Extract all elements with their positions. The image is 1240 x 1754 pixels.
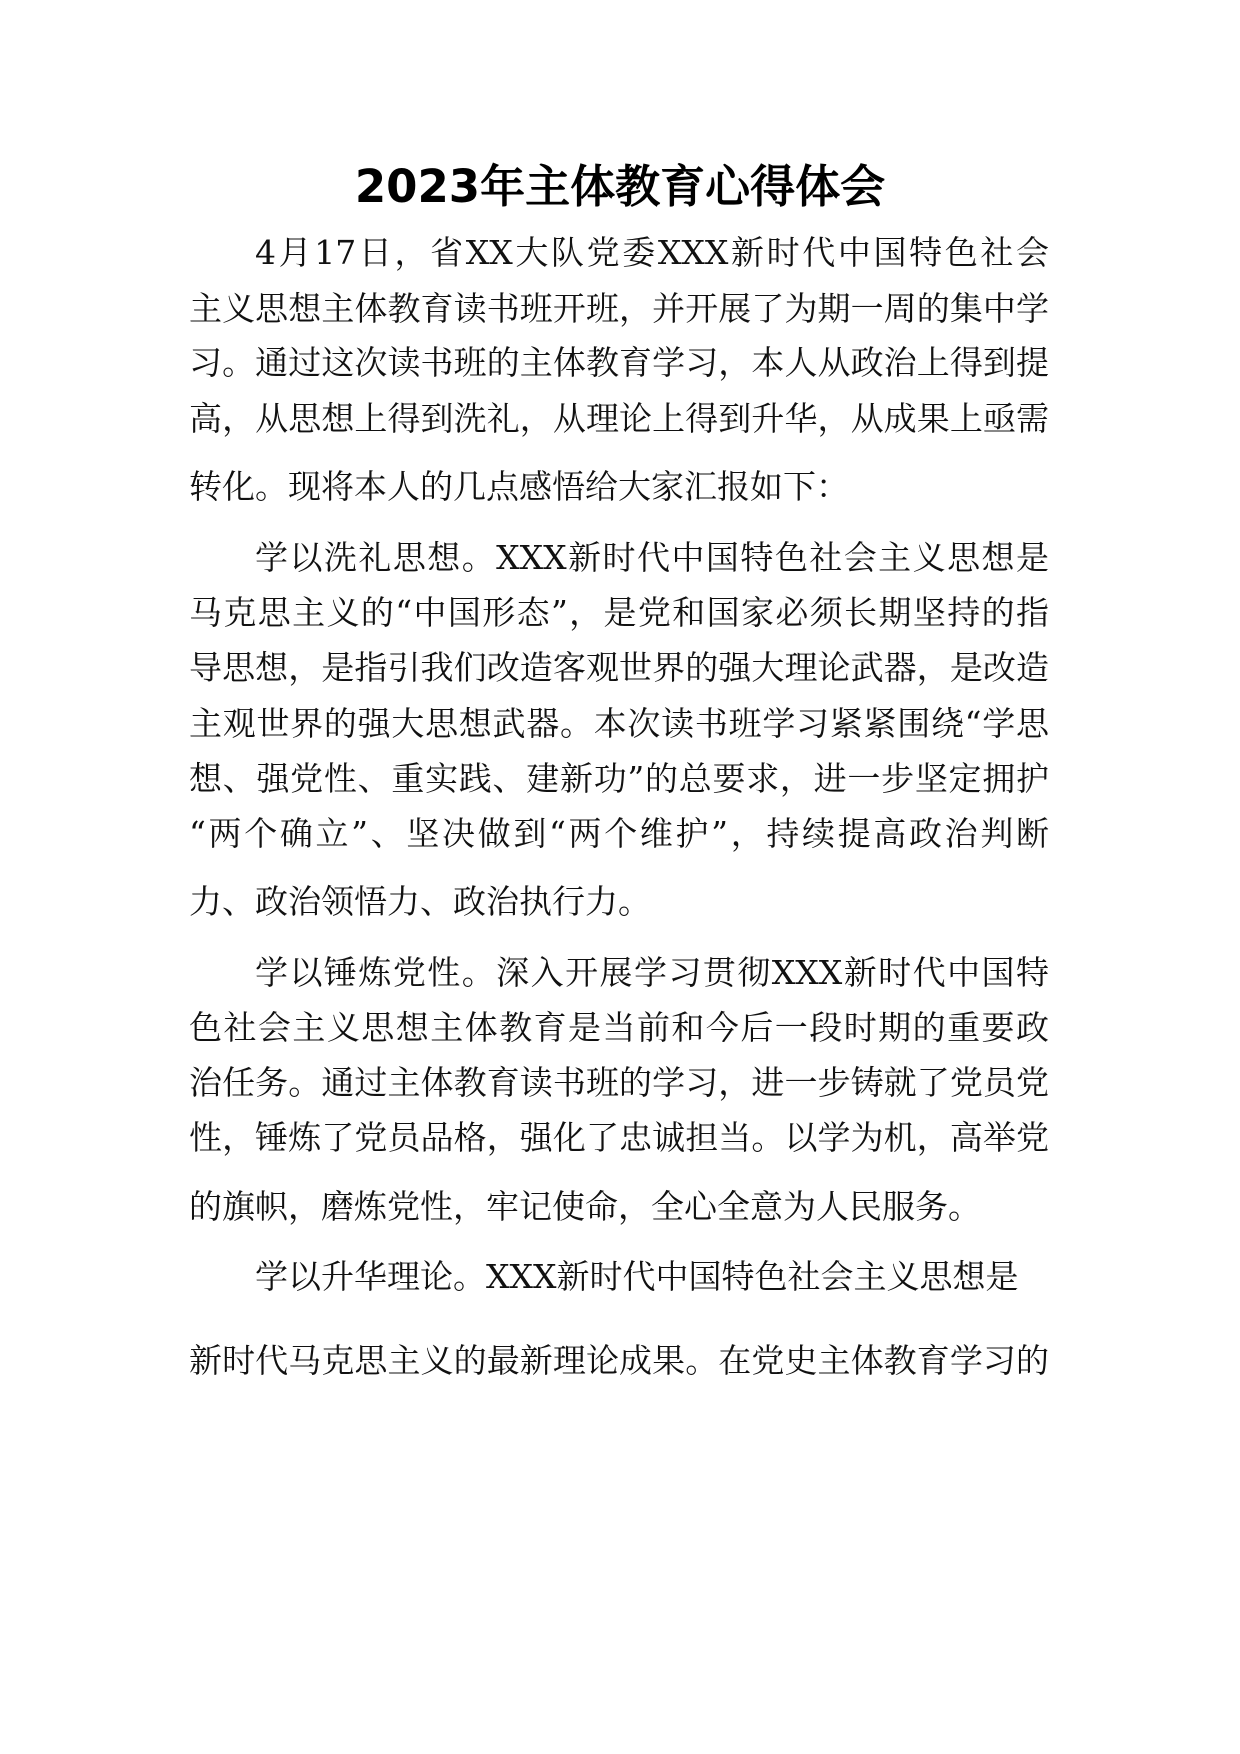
paragraph-2-line-4: 主观世界的强大思想武器。本次读书班学习紧紧围绕“学思: [189, 704, 1049, 743]
paragraph-3-line-5: 的旗帜，磨炼党性，牢记使命，全心全意为人民服务。: [189, 1187, 981, 1226]
paragraph-2-line-7: 力、政治领悟力、政治执行力。: [189, 882, 651, 921]
paragraph-2-line-2: 马克思主义的“中国形态”，是党和国家必须长期坚持的指: [189, 593, 1049, 632]
paragraph-1-line-2: 主义思想主体教育读书班开班，并开展了为期一周的集中学: [189, 289, 1049, 328]
paragraph-4-line-1: 学以升华理论。XXX新时代中国特色社会主义思想是: [255, 1257, 1019, 1296]
paragraph-3-line-1: 学以锤炼党性。深入开展学习贯彻XXX新时代中国特: [255, 953, 1049, 992]
paragraph-1-line-1: 4月17日，省XX大队党委XXX新时代中国特色社会: [255, 233, 1049, 272]
paragraph-3-line-4: 性，锤炼了党员品格，强化了忠诚担当。以学为机，高举党: [189, 1118, 1049, 1157]
paragraph-1-line-3: 习。通过这次读书班的主体教育学习，本人从政治上得到提: [189, 343, 1049, 382]
paragraph-2-line-1: 学以洗礼思想。XXX新时代中国特色社会主义思想是: [255, 538, 1049, 577]
paragraph-4-line-2: 新时代马克思主义的最新理论成果。在党史主体教育学习的: [189, 1341, 1049, 1380]
paragraph-3-line-3: 治任务。通过主体教育读书班的学习，进一步铸就了党员党: [189, 1063, 1049, 1102]
paragraph-2-line-5: 想、强党性、重实践、建新功”的总要求，进一步坚定拥护: [189, 759, 1049, 798]
paragraph-2-line-3: 导思想，是指引我们改造客观世界的强大理论武器，是改造: [189, 648, 1049, 687]
paragraph-1-line-4: 高，从思想上得到洗礼，从理论上得到升华，从成果上亟需: [189, 399, 1049, 438]
paragraph-3-line-2: 色社会主义思想主体教育是当前和今后一段时期的重要政: [189, 1008, 1049, 1047]
paragraph-1-line-5: 转化。现将本人的几点感悟给大家汇报如下：: [189, 467, 849, 506]
paragraph-2-line-6: “两个确立”、坚决做到“两个维护”，持续提高政治判断: [189, 814, 1049, 853]
document-title: 2023年主体教育心得体会: [354, 160, 886, 213]
